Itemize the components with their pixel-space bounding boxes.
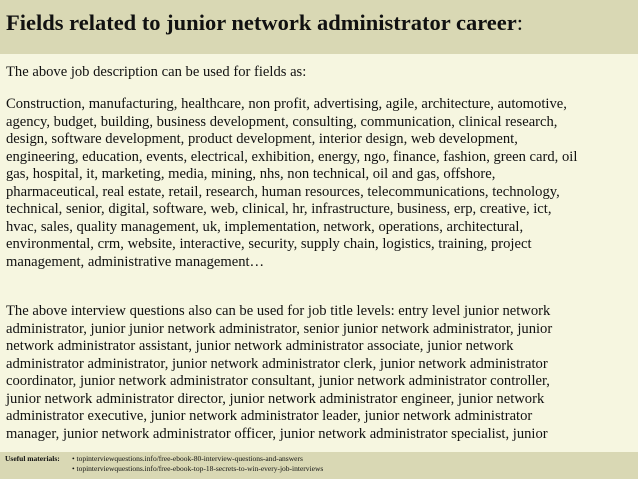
- fields-line: pharmaceutical, real estate, retail, research, human resources, telecommunications, technology,: [6, 183, 560, 200]
- levels-line: The above interview questions also can be used for job title levels: entry level junior network: [6, 303, 551, 319]
- fields-line: gas, hospital, it, marketing, media, mining, nhs, non technical, oil and gas, offshore,: [6, 166, 496, 182]
- fields-line: engineering, education, events, electrical, exhibition, energy, ngo, finance, fashion, green card, oil: [6, 148, 578, 165]
- levels-paragraph: [6, 303, 634, 443]
- footer-link-ebook-80[interactable]: • topinterviewquestions.info/free-ebook-80-interview-questions-and-answers: [72, 454, 303, 463]
- intro-text: The above job description can be used for fields as:: [6, 64, 307, 80]
- fields-line: hvac, sales, quality management, uk, implementation, network, operations, architectural,: [6, 218, 524, 235]
- fields-line: technical, senior, digital, software, web, clinical, hr, infrastructure, business, erp, creative, ict,: [6, 201, 552, 217]
- levels-line: administrator executive, junior network administrator leader, junior network administrator: [6, 408, 533, 424]
- footer-bar: [0, 452, 638, 479]
- footer-link-ebook-top-18[interactable]: • topinterviewquestions.info/free-ebook-top-18-secrets-to-win-every-job-interviews: [72, 464, 324, 473]
- fields-line: design, software development, product development, interior design, web development,: [6, 131, 518, 147]
- slide-title-colon: :: [516, 10, 524, 35]
- fields-line: environmental, crm, website, interactive, security, supply chain, logistics, training, project: [6, 236, 532, 252]
- levels-line: administrator administrator, junior network administrator clerk, junior network administrator: [6, 355, 548, 372]
- fields-line: Construction, manufacturing, healthcare, non profit, advertising, agile, architecture, automotive,: [6, 96, 567, 112]
- levels-line: coordinator, junior network administrator consultant, junior network administrator controller,: [6, 373, 550, 389]
- levels-line: network administrator assistant, junior network administrator associate, junior network: [6, 338, 514, 354]
- footer-label: Useful materials:: [5, 454, 60, 463]
- levels-line: junior network administrator director, junior network administrator engineer, junior network: [6, 390, 545, 407]
- slide-title: [6, 10, 523, 36]
- levels-line: administrator, junior junior network administrator, senior junior network administrator, junior: [6, 320, 553, 337]
- fields-paragraph: [6, 96, 634, 271]
- title-bar: [0, 0, 638, 54]
- fields-line: management, administrative management…: [6, 253, 265, 270]
- slide-title-text: Fields related to junior network administrator career: [6, 10, 517, 35]
- levels-line: manager, junior network administrator officer, junior network administrator specialist, junior: [6, 425, 548, 442]
- fields-line: agency, budget, building, business development, consulting, communication, clinical research,: [6, 113, 558, 130]
